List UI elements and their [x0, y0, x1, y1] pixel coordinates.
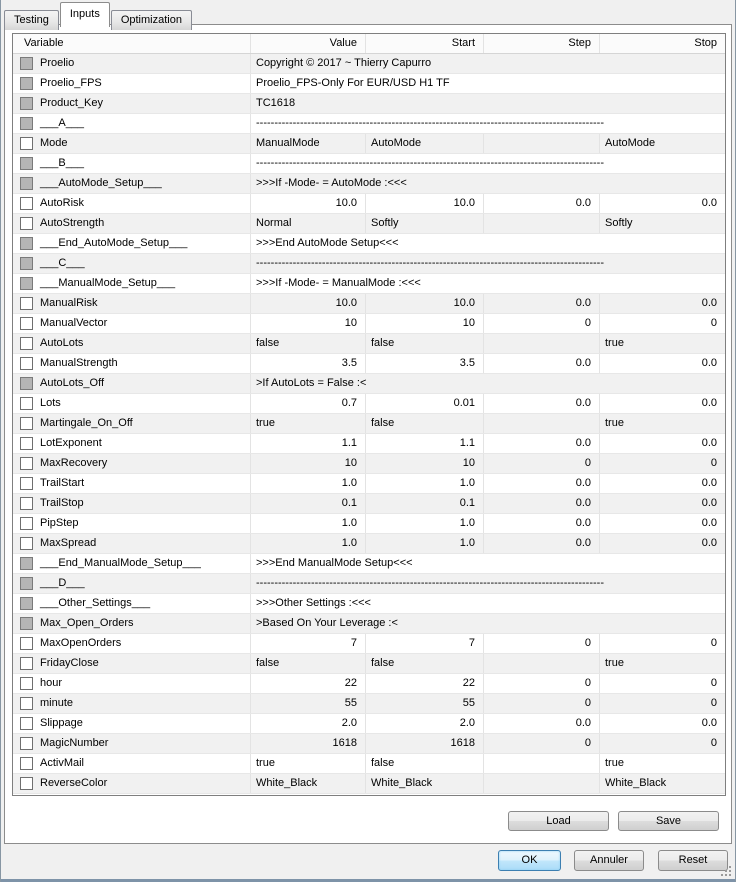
variable-cell: [13, 334, 250, 353]
variable-cell: [13, 454, 250, 473]
resize-grip-icon[interactable]: [721, 866, 732, 877]
value-cell[interactable]: 10: [250, 314, 365, 333]
value-cell[interactable]: TC1618: [250, 94, 725, 113]
stop-cell[interactable]: 0.0: [599, 514, 725, 533]
variable-cell: [13, 94, 250, 113]
value-cell[interactable]: false: [250, 654, 365, 673]
start-cell[interactable]: false: [365, 414, 483, 433]
table-row[interactable]: [13, 674, 725, 694]
variable-name: AutoLots: [40, 337, 84, 349]
step-cell[interactable]: [483, 214, 599, 233]
variable-name: MagicNumber: [40, 737, 109, 749]
variable-cell: [13, 554, 250, 573]
value-cell[interactable]: 0.1: [250, 494, 365, 513]
table-row[interactable]: [13, 554, 725, 574]
table-row[interactable]: [13, 54, 725, 74]
optimize-checkbox[interactable]: [20, 397, 33, 410]
start-cell[interactable]: 1618: [365, 734, 483, 753]
optimize-checkbox[interactable]: [20, 737, 33, 750]
optimize-checkbox: [20, 57, 33, 70]
start-cell[interactable]: Softly: [365, 214, 483, 233]
stop-cell[interactable]: 0.0: [599, 494, 725, 513]
value-cell[interactable]: 2.0: [250, 714, 365, 733]
table-row[interactable]: [13, 454, 725, 474]
step-cell[interactable]: 0.0: [483, 514, 599, 533]
variable-name: Proelio: [40, 57, 75, 69]
value-cell[interactable]: 1.0: [250, 474, 365, 493]
table-row[interactable]: [13, 774, 725, 794]
step-cell[interactable]: [483, 134, 599, 153]
optimize-checkbox[interactable]: [20, 297, 33, 310]
variable-cell: [13, 154, 250, 173]
optimize-checkbox[interactable]: [20, 137, 33, 150]
variable-name: Max_Open_Orders: [40, 617, 134, 629]
table-row[interactable]: [13, 534, 725, 554]
variable-cell: [13, 614, 250, 633]
variable-cell: [13, 774, 250, 793]
table-row[interactable]: [13, 714, 725, 734]
value-cell[interactable]: 10.0: [250, 294, 365, 313]
value-cell[interactable]: Proelio_FPS-Only For EUR/USD H1 TF: [250, 74, 725, 93]
optimize-checkbox: [20, 177, 33, 190]
variable-name: TrailStart: [40, 477, 85, 489]
variable-cell: [13, 434, 250, 453]
start-cell[interactable]: false: [365, 754, 483, 773]
optimize-checkbox[interactable]: [20, 417, 33, 430]
variable-name: ManualRisk: [40, 297, 98, 309]
value-cell[interactable]: -----------------------------------------------------------------------------------------------: [250, 254, 725, 273]
stop-cell[interactable]: 0.0: [599, 294, 725, 313]
start-cell[interactable]: 1.0: [365, 514, 483, 533]
column-header-value: Value: [250, 34, 365, 53]
variable-cell: [13, 534, 250, 553]
step-cell[interactable]: [483, 754, 599, 773]
table-row[interactable]: [13, 434, 725, 454]
stop-cell[interactable]: 0.0: [599, 714, 725, 733]
inputs-tab-page: [4, 24, 732, 844]
variable-cell: [13, 234, 250, 253]
optimize-checkbox: [20, 257, 33, 270]
variable-name: Lots: [40, 397, 61, 409]
step-cell[interactable]: 0.0: [483, 194, 599, 213]
table-row[interactable]: [13, 654, 725, 674]
start-cell[interactable]: 7: [365, 634, 483, 653]
stop-cell[interactable]: 0.0: [599, 354, 725, 373]
variable-cell: [13, 674, 250, 693]
optimize-checkbox[interactable]: [20, 197, 33, 210]
stop-cell[interactable]: 0: [599, 634, 725, 653]
optimize-checkbox[interactable]: [20, 357, 33, 370]
start-cell[interactable]: 10: [365, 454, 483, 473]
start-cell[interactable]: 10: [365, 314, 483, 333]
variable-name: Slippage: [40, 717, 83, 729]
variable-name: ___Other_Settings___: [40, 597, 151, 609]
value-cell[interactable]: 10: [250, 454, 365, 473]
step-cell[interactable]: [483, 774, 599, 793]
stop-cell[interactable]: 0.0: [599, 194, 725, 213]
variable-name: Product_Key: [40, 97, 103, 109]
table-row[interactable]: [13, 754, 725, 774]
optimize-checkbox[interactable]: [20, 757, 33, 770]
value-cell[interactable]: >>>Other Settings :<<<: [250, 594, 725, 613]
variable-name: minute: [40, 697, 74, 709]
variable-cell: [13, 214, 250, 233]
table-row[interactable]: [13, 194, 725, 214]
optimize-checkbox: [20, 77, 33, 90]
optimize-checkbox[interactable]: [20, 697, 33, 710]
value-cell[interactable]: 55: [250, 694, 365, 713]
table-row[interactable]: [13, 74, 725, 94]
start-cell[interactable]: 1.1: [365, 434, 483, 453]
value-cell[interactable]: true: [250, 754, 365, 773]
inputs-table[interactable]: [12, 33, 726, 796]
stop-cell[interactable]: 0.0: [599, 474, 725, 493]
variable-cell: [13, 734, 250, 753]
value-cell[interactable]: 1.0: [250, 514, 365, 533]
variable-name: ___D___: [40, 577, 85, 589]
step-cell[interactable]: 0: [483, 694, 599, 713]
variable-cell: [13, 754, 250, 773]
value-cell[interactable]: White_Black: [250, 774, 365, 793]
value-cell[interactable]: >>>If -Mode- = ManualMode :<<<: [250, 274, 725, 293]
variable-cell: [13, 634, 250, 653]
table-row[interactable]: [13, 314, 725, 334]
stop-cell[interactable]: White_Black: [599, 774, 725, 793]
variable-cell: [13, 694, 250, 713]
variable-name: AutoRisk: [40, 197, 85, 209]
variable-name: Mode: [40, 137, 68, 149]
variable-name: ___C___: [40, 257, 85, 269]
variable-name: ___End_AutoMode_Setup___: [40, 237, 188, 249]
variable-cell: [13, 654, 250, 673]
start-cell[interactable]: false: [365, 654, 483, 673]
variable-cell: [13, 114, 250, 133]
step-cell[interactable]: 0: [483, 674, 599, 693]
variable-name: MaxOpenOrders: [40, 637, 122, 649]
stop-cell[interactable]: 0.0: [599, 434, 725, 453]
variable-cell: [13, 274, 250, 293]
step-cell[interactable]: 0.0: [483, 354, 599, 373]
table-row[interactable]: [13, 614, 725, 634]
variable-name: TrailStop: [40, 497, 84, 509]
optimize-checkbox[interactable]: [20, 497, 33, 510]
variable-cell: [13, 394, 250, 413]
step-cell[interactable]: 0.0: [483, 394, 599, 413]
column-header-start: Start: [365, 34, 483, 53]
table-row[interactable]: [13, 574, 725, 594]
value-cell[interactable]: -----------------------------------------------------------------------------------------------: [250, 154, 725, 173]
stop-cell[interactable]: 0: [599, 694, 725, 713]
step-cell[interactable]: [483, 414, 599, 433]
optimize-checkbox: [20, 557, 33, 570]
stop-cell[interactable]: 0: [599, 454, 725, 473]
value-cell[interactable]: >If AutoLots = False :<: [250, 374, 725, 393]
optimize-checkbox: [20, 157, 33, 170]
optimize-checkbox[interactable]: [20, 777, 33, 790]
variable-cell: [13, 474, 250, 493]
start-cell[interactable]: 0.01: [365, 394, 483, 413]
variable-name: PipStep: [40, 517, 79, 529]
value-cell[interactable]: false: [250, 334, 365, 353]
variable-cell: [13, 374, 250, 393]
variable-cell: [13, 314, 250, 333]
value-cell[interactable]: 0.7: [250, 394, 365, 413]
optimize-checkbox: [20, 597, 33, 610]
start-cell[interactable]: AutoMode: [365, 134, 483, 153]
step-cell[interactable]: [483, 654, 599, 673]
variable-name: ReverseColor: [40, 777, 108, 789]
value-cell[interactable]: 10.0: [250, 194, 365, 213]
variable-name: hour: [40, 677, 63, 689]
ok-button[interactable]: OK: [498, 850, 561, 871]
value-cell[interactable]: >Based On Your Leverage :<: [250, 614, 725, 633]
value-cell[interactable]: 7: [250, 634, 365, 653]
table-row[interactable]: [13, 414, 725, 434]
variable-cell: [13, 514, 250, 533]
step-cell[interactable]: 0: [483, 734, 599, 753]
table-row[interactable]: [13, 354, 725, 374]
table-row[interactable]: [13, 114, 725, 134]
variable-name: ManualVector: [40, 317, 108, 329]
cancel-button[interactable]: Annuler: [574, 850, 644, 871]
variable-cell: [13, 74, 250, 93]
value-cell[interactable]: 1618: [250, 734, 365, 753]
value-cell[interactable]: 22: [250, 674, 365, 693]
optimize-checkbox[interactable]: [20, 217, 33, 230]
variable-cell: [13, 174, 250, 193]
start-cell[interactable]: false: [365, 334, 483, 353]
load-button[interactable]: Load: [508, 811, 609, 831]
optimize-checkbox[interactable]: [20, 677, 33, 690]
variable-name: ___ManualMode_Setup___: [40, 277, 176, 289]
stop-cell[interactable]: 0.0: [599, 394, 725, 413]
variable-name: ___B___: [40, 157, 85, 169]
tab-bar: [4, 2, 193, 26]
column-header-step: Step: [483, 34, 599, 53]
optimize-checkbox[interactable]: [20, 457, 33, 470]
variable-cell: [13, 574, 250, 593]
stop-cell[interactable]: 0: [599, 674, 725, 693]
start-cell[interactable]: 0.1: [365, 494, 483, 513]
variable-name: ManualStrength: [40, 357, 118, 369]
optimize-checkbox[interactable]: [20, 537, 33, 550]
table-row[interactable]: [13, 134, 725, 154]
tab-optimization[interactable]: Optimization: [111, 10, 192, 30]
variable-cell: [13, 414, 250, 433]
table-row[interactable]: [13, 634, 725, 654]
table-header-row: [13, 34, 725, 54]
stop-cell[interactable]: true: [599, 414, 725, 433]
table-row[interactable]: [13, 474, 725, 494]
table-row[interactable]: [13, 214, 725, 234]
variable-cell: [13, 494, 250, 513]
optimize-checkbox[interactable]: [20, 437, 33, 450]
optimize-checkbox: [20, 577, 33, 590]
step-cell[interactable]: 0.0: [483, 474, 599, 493]
stop-cell[interactable]: Softly: [599, 214, 725, 233]
start-cell[interactable]: 3.5: [365, 354, 483, 373]
value-cell[interactable]: Normal: [250, 214, 365, 233]
table-row[interactable]: [13, 494, 725, 514]
variable-cell: [13, 194, 250, 213]
step-cell[interactable]: 0: [483, 454, 599, 473]
optimize-checkbox: [20, 277, 33, 290]
step-cell[interactable]: 0.0: [483, 294, 599, 313]
value-cell[interactable]: -----------------------------------------------------------------------------------------------: [250, 574, 725, 593]
stop-cell[interactable]: 0.0: [599, 534, 725, 553]
table-row[interactable]: [13, 514, 725, 534]
save-button[interactable]: Save: [618, 811, 719, 831]
start-cell[interactable]: 1.0: [365, 474, 483, 493]
value-cell[interactable]: true: [250, 414, 365, 433]
start-cell[interactable]: 2.0: [365, 714, 483, 733]
optimize-checkbox[interactable]: [20, 317, 33, 330]
table-row[interactable]: [13, 154, 725, 174]
stop-cell[interactable]: AutoMode: [599, 134, 725, 153]
variable-name: Martingale_On_Off: [40, 417, 133, 429]
optimize-checkbox: [20, 237, 33, 250]
start-cell[interactable]: 55: [365, 694, 483, 713]
table-row[interactable]: [13, 234, 725, 254]
variable-name: MaxSpread: [40, 537, 97, 549]
variable-cell: [13, 54, 250, 73]
stop-cell[interactable]: true: [599, 654, 725, 673]
variable-cell: [13, 294, 250, 313]
optimize-checkbox[interactable]: [20, 717, 33, 730]
variable-name: ActivMail: [40, 757, 85, 769]
start-cell[interactable]: 1.0: [365, 534, 483, 553]
table-row[interactable]: [13, 334, 725, 354]
value-cell[interactable]: 1.1: [250, 434, 365, 453]
optimize-checkbox[interactable]: [20, 517, 33, 530]
table-row[interactable]: [13, 594, 725, 614]
variable-name: AutoStrength: [40, 217, 105, 229]
step-cell[interactable]: 0: [483, 314, 599, 333]
value-cell[interactable]: -----------------------------------------------------------------------------------------------: [250, 114, 725, 133]
variable-name: ___A___: [40, 117, 85, 129]
variable-name: MaxRecovery: [40, 457, 108, 469]
step-cell[interactable]: 0.0: [483, 434, 599, 453]
variable-name: LotExponent: [40, 437, 102, 449]
step-cell[interactable]: 0.0: [483, 494, 599, 513]
value-cell[interactable]: >>>End ManualMode Setup<<<: [250, 554, 725, 573]
step-cell[interactable]: [483, 334, 599, 353]
optimize-checkbox: [20, 117, 33, 130]
step-cell[interactable]: 0.0: [483, 534, 599, 553]
value-cell[interactable]: >>>If -Mode- = AutoMode :<<<: [250, 174, 725, 193]
stop-cell[interactable]: true: [599, 754, 725, 773]
variable-name: ___AutoMode_Setup___: [40, 177, 162, 189]
table-row[interactable]: [13, 294, 725, 314]
table-row[interactable]: [13, 174, 725, 194]
start-cell[interactable]: White_Black: [365, 774, 483, 793]
reset-button[interactable]: Reset: [658, 850, 728, 871]
step-cell[interactable]: 0: [483, 634, 599, 653]
value-cell[interactable]: >>>End AutoMode Setup<<<: [250, 234, 725, 253]
table-row[interactable]: [13, 254, 725, 274]
table-row[interactable]: [13, 394, 725, 414]
inputs-table-rows: [13, 54, 725, 794]
value-cell[interactable]: 3.5: [250, 354, 365, 373]
start-cell[interactable]: 22: [365, 674, 483, 693]
tab-testing[interactable]: Testing: [4, 10, 59, 30]
start-cell[interactable]: 10.0: [365, 194, 483, 213]
variable-cell: [13, 714, 250, 733]
variable-name: AutoLots_Off: [40, 377, 105, 389]
value-cell[interactable]: Copyright © 2017 ~ Thierry Capurro: [250, 54, 725, 73]
start-cell[interactable]: 10.0: [365, 294, 483, 313]
variable-cell: [13, 254, 250, 273]
variable-name: Proelio_FPS: [40, 77, 102, 89]
column-header-stop: Stop: [599, 34, 725, 53]
optimize-checkbox[interactable]: [20, 657, 33, 670]
value-cell[interactable]: ManualMode: [250, 134, 365, 153]
variable-cell: [13, 134, 250, 153]
optimize-checkbox: [20, 97, 33, 110]
optimize-checkbox[interactable]: [20, 337, 33, 350]
variable-name: ___End_ManualMode_Setup___: [40, 557, 201, 569]
table-row[interactable]: [13, 374, 725, 394]
stop-cell[interactable]: 0: [599, 734, 725, 753]
table-row[interactable]: [13, 94, 725, 114]
optimize-checkbox[interactable]: [20, 637, 33, 650]
optimize-checkbox: [20, 377, 33, 390]
variable-name: FridayClose: [40, 657, 99, 669]
stop-cell[interactable]: true: [599, 334, 725, 353]
step-cell[interactable]: 0.0: [483, 714, 599, 733]
stop-cell[interactable]: 0: [599, 314, 725, 333]
optimize-checkbox: [20, 617, 33, 630]
table-row[interactable]: [13, 274, 725, 294]
table-row[interactable]: [13, 694, 725, 714]
table-row[interactable]: [13, 734, 725, 754]
optimize-checkbox[interactable]: [20, 477, 33, 490]
variable-cell: [13, 594, 250, 613]
tab-inputs[interactable]: Inputs: [60, 2, 110, 27]
variable-cell: [13, 354, 250, 373]
column-header-variable: Variable: [24, 37, 64, 49]
value-cell[interactable]: 1.0: [250, 534, 365, 553]
